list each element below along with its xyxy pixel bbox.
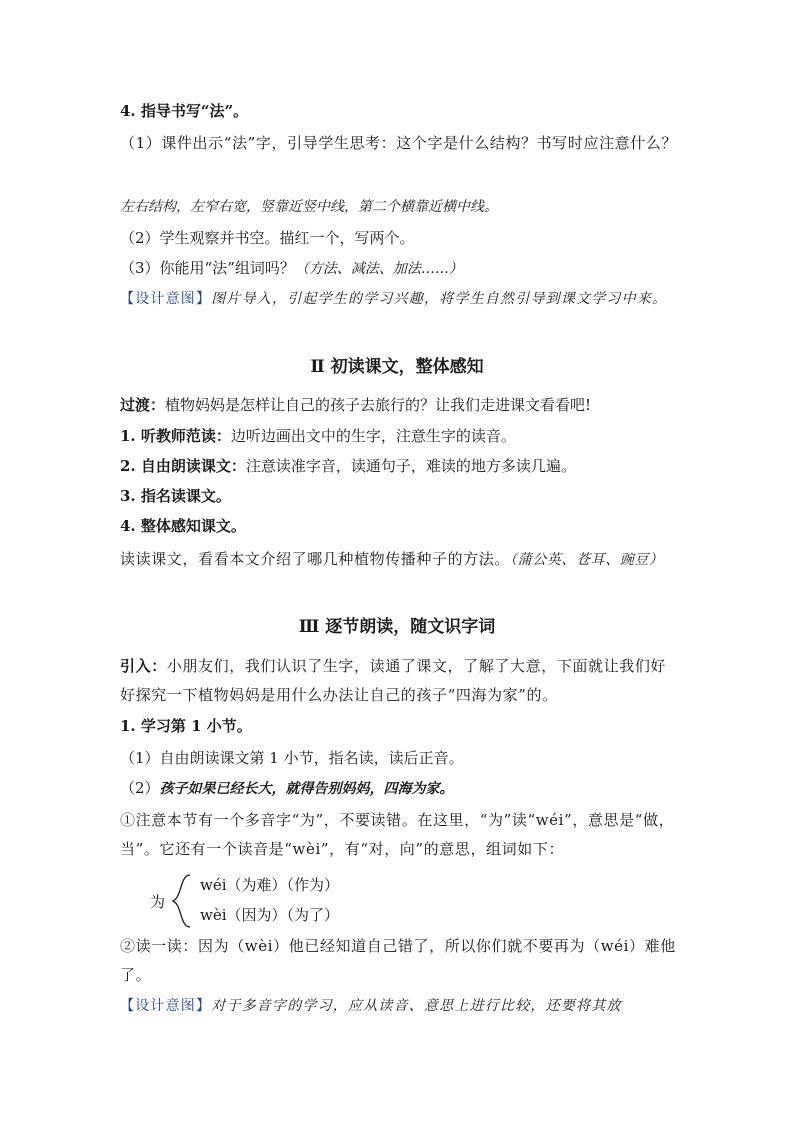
read-instruction <box>120 545 680 605</box>
step-2 <box>120 451 680 481</box>
question-3-answer: （方法、减法、加法……） <box>294 261 463 277</box>
brace-character: 为 <box>150 893 166 911</box>
design-intent-1 <box>120 285 680 345</box>
transition <box>120 390 680 420</box>
answer-1: 左右结构，左窄右宽，竖靠近竖中线，第二个横靠近横中线。 <box>120 199 498 215</box>
read-instruction-answer: （蒲公英、苍耳、豌豆） <box>510 552 664 568</box>
transition-text: 植物妈妈是怎样让自己的孩子去旅行的？让我们走进课文看看吧! <box>165 396 592 414</box>
step-3: 3. 指名读课文。 <box>120 487 231 505</box>
transition-label: 过渡： <box>120 396 166 414</box>
question-3 <box>120 253 680 284</box>
question-3-text: （3）你能用“法”组词吗？ <box>120 259 295 277</box>
step-4-title: 4. 指导书写“法”。 <box>120 102 249 120</box>
practice-read: ②读一读：因为（wèi）他已经知道自己错了，所以你们就不要再为（wéi）难他了。 <box>120 937 676 984</box>
brace-line-1: wéi（为难）（作为） <box>200 876 340 894</box>
step-1-text: 边听边画出文中的生字，注意生字的读音。 <box>230 427 516 445</box>
design-intent-tag: 【设计意图】 <box>120 291 212 307</box>
brace-icon <box>170 873 192 929</box>
intro <box>120 652 680 712</box>
question-2: （2）学生观察并书空。描红一个，写两个。 <box>120 229 415 247</box>
step-1 <box>120 421 680 451</box>
read-instruction-text: 读读课文，看看本文介绍了哪几种植物传播种子的方法。 <box>120 550 511 568</box>
learn-step-2-text: 孩子如果已经长大，就得告别妈妈，四海为家。 <box>159 781 454 797</box>
section-3-heading: Ⅲ 逐节朗读，随文识字词 <box>298 617 496 637</box>
step-2-text: 注意读准字音，读通句子，难读的地方多读几遍。 <box>245 457 576 475</box>
design-intent-2-text: 对于多音字的学习，应从读音、意思上进行比较，还要将其放 <box>211 998 622 1014</box>
step-1-label: 1. 听教师范读： <box>120 427 231 445</box>
design-intent-2-tag: 【设计意图】 <box>120 998 212 1014</box>
design-intent-2 <box>120 991 680 1021</box>
section-2-heading: Ⅱ 初读课文，整体感知 <box>310 357 484 377</box>
brace-line-2: wèi（因为）（为了） <box>200 906 340 924</box>
polyphone-note: ①注意本节有一个多音字“为”，不要读错。在这里，“为”读“wéi”，意思是“做，当”。它还有一个读音是“wèi”，有“对，向”的意思，组词如下： <box>120 811 675 858</box>
question-1: （1）课件出示“法”字，引导学生思考：这个字是什么结构？书写时应注意什么？ <box>120 134 678 152</box>
learn-section-1: 1. 学习第 1 小节。 <box>120 717 252 735</box>
intro-label: 引入： <box>120 657 167 675</box>
step-4: 4. 整体感知课文。 <box>120 517 246 535</box>
learn-step-2 <box>120 773 680 804</box>
intro-text: 小朋友们，我们认识了生字，读通了课文，了解了大意，下面就让我们好好探究一下植物妈妈是用什么办法让自己的孩子“四海为家”的。 <box>120 657 667 704</box>
design-intent-text: 图片导入，引起学生的学习兴趣，将学生自然引导到课文学习中来。 <box>211 291 668 307</box>
learn-step-2-label: （2） <box>120 779 160 797</box>
step-2-label: 2. 自由朗读课文： <box>120 457 246 475</box>
learn-step-1: （1）自由朗读课文第 1 小节，指名读，读后正音。 <box>120 749 464 767</box>
